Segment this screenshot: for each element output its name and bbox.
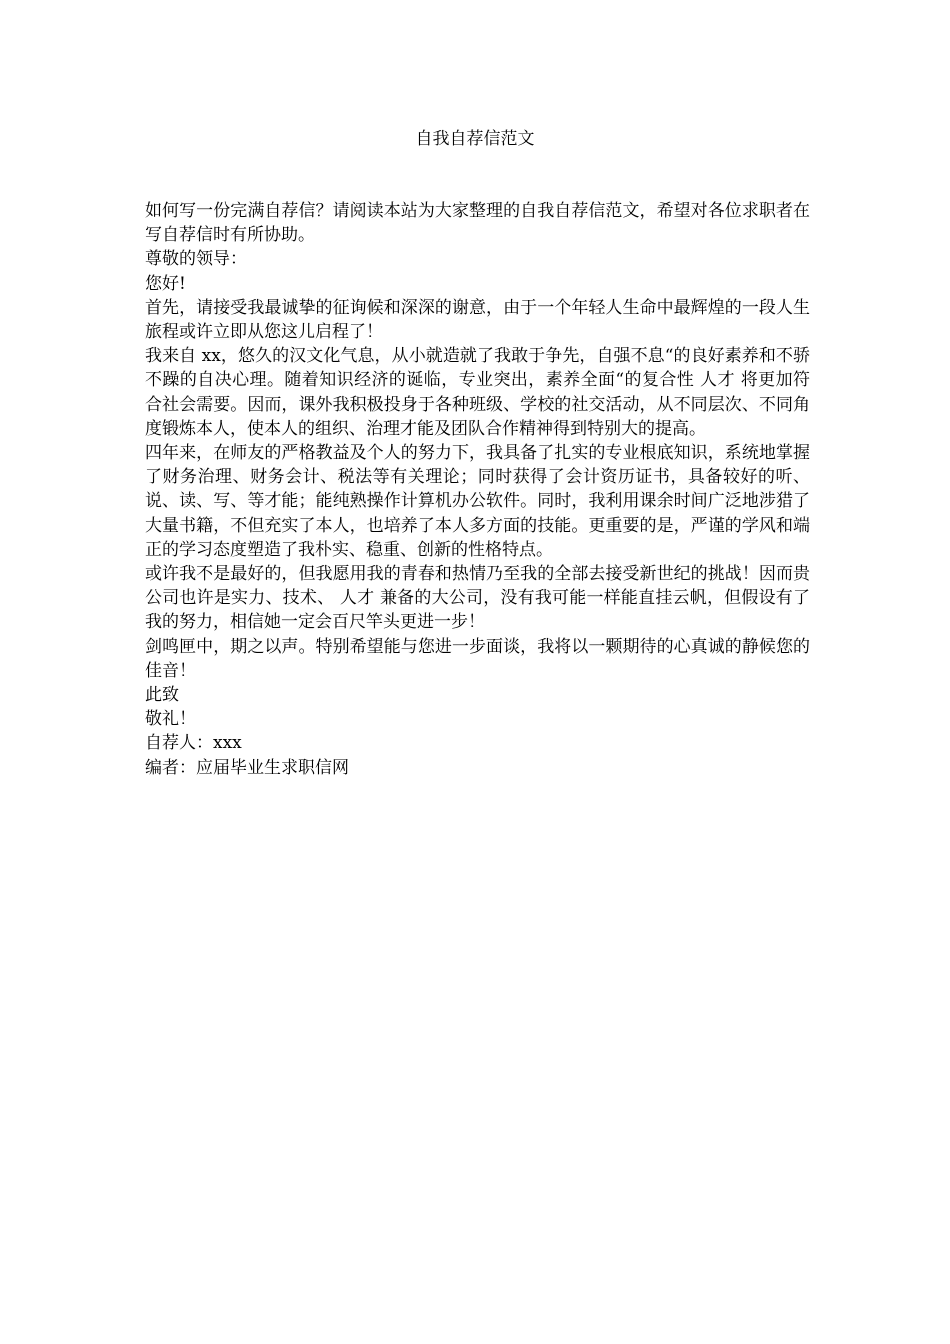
body-paragraph-aspiration: 或许我不是最好的，但我愿用我的青春和热情乃至我的全部去接受新世纪的挑战！因而贵公司也许是实力、技术、 人才 兼备的大公司，没有我可能一样能直挂云帆，但假设有了我的努力，相信她一定会百尺竿头更进一步！ <box>145 564 810 633</box>
body-paragraph-closing: 剑鸣匣中，期之以声。特别希望能与您进一步面谈，我将以一颗期待的心真诚的静候您的佳音！ <box>145 636 810 681</box>
document-title: 自我自荐信范文 <box>415 129 535 149</box>
editor-line: 编者：应届毕业生求职信网 <box>145 757 349 778</box>
signature-line: 自荐人：xxx <box>145 733 242 754</box>
body-paragraph-education: 四年来，在师友的严格教益及个人的努力下，我具备了扎实的专业根底知识，系统地掌握了财务治理、财务会计、税法等有关理论；同时获得了会计资历证书，具备较好的听、说、读、写、等才能；能纯熟操作计算机办公软件。同时，我利用课余时间广泛地涉猎了大量书籍，不但充实了本人，也培养了本人多方面的技能。更重要的是，严谨的学风和端正的学习态度塑造了我朴实、稳重、创新的性格特点。 <box>145 443 810 560</box>
closing-regards: 敬礼！ <box>145 709 196 730</box>
body-paragraph-opening: 首先，请接受我最诚挚的征询候和深深的谢意，由于一个年轻人生命中最辉煌的一段人生旅程或许立即从您这儿启程了！ <box>145 297 810 343</box>
body-paragraph-background: 我来自 xx，悠久的汉文化气息，从小就造就了我敢于争先，自强不息“的良好素养和不骄不躁的自决心理。随着知识经济的诞临，专业突出，素养全面“的复合性 人才 将更加符合社会需要。因而，课外我积极投身于各种班级、学校的社交活动，从不同层次、不同角度锻炼本人，使本人的组织、治理才能及团队合作精神得到特别大的提高。 <box>145 346 810 439</box>
salutation: 尊敬的领导： <box>145 249 247 270</box>
intro-paragraph: 如何写一份完满自荐信？请阅读本站为大家整理的自我自荐信范文，希望对各位求职者在写自荐信时有所协助。 <box>145 201 810 246</box>
closing-phrase: 此致 <box>145 685 179 706</box>
document-body <box>145 199 810 780</box>
greeting: 您好! <box>145 273 186 294</box>
